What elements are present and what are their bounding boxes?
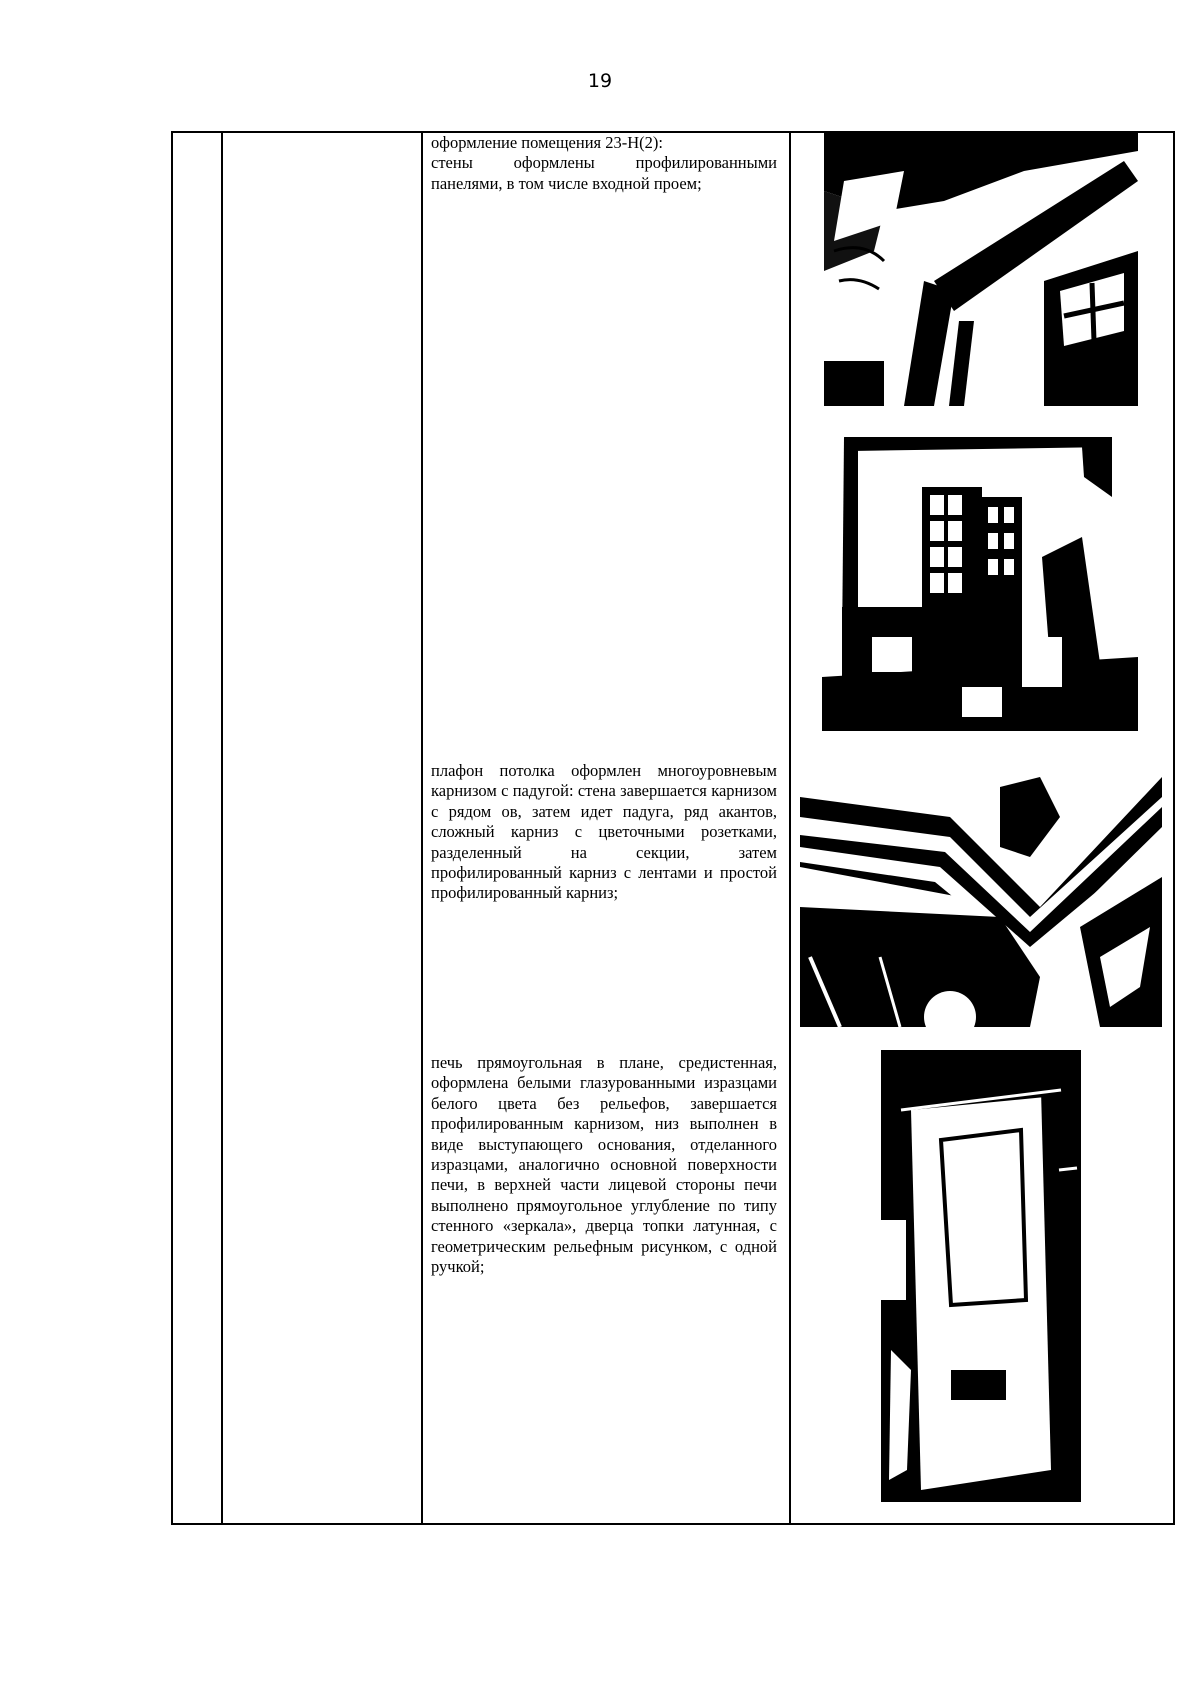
description-room-23n2 — [431, 133, 777, 194]
description-ceiling — [431, 761, 777, 904]
description-line: печь прямоугольная в плане, средистенная, оформлена белыми глазурованными изразцами белого цвета без рельефов, завершается профилированным карнизом, низ выполнен в виде выступающего основания, отделанного изразцами, аналогично основной поверхности печи, в верхней части лицевой стороны печи выполнено прямоугольное углубление по типу стенного «зеркала», дверца топки латунная, с геометрическим рельефным рисунком, с одной ручкой; — [431, 1053, 777, 1277]
description-line: оформление помещения 23-Н(2): — [431, 133, 663, 152]
room-interior-photo — [822, 437, 1138, 731]
ceiling-cornice-photo — [800, 757, 1162, 1027]
doorway-photo — [824, 131, 1138, 406]
description-line: стены оформлены профилированными панелями, в том числе входной проем; — [431, 153, 777, 193]
column-divider-2 — [421, 131, 423, 1525]
description-stove — [431, 1053, 777, 1277]
column-divider-3 — [789, 131, 791, 1525]
page-number: 19 — [587, 70, 613, 92]
stove-photo — [881, 1050, 1081, 1502]
column-divider-1 — [221, 131, 223, 1525]
description-line: плафон потолка оформлен многоуровневым карнизом с падугой: стена завершается карнизом с рядом ов, затем идет падуга, ряд акантов, сложный карниз с цветочными розетками, разделенный на секции, затем профилированный карниз с лентами и простой профилированный карниз; — [431, 761, 777, 903]
